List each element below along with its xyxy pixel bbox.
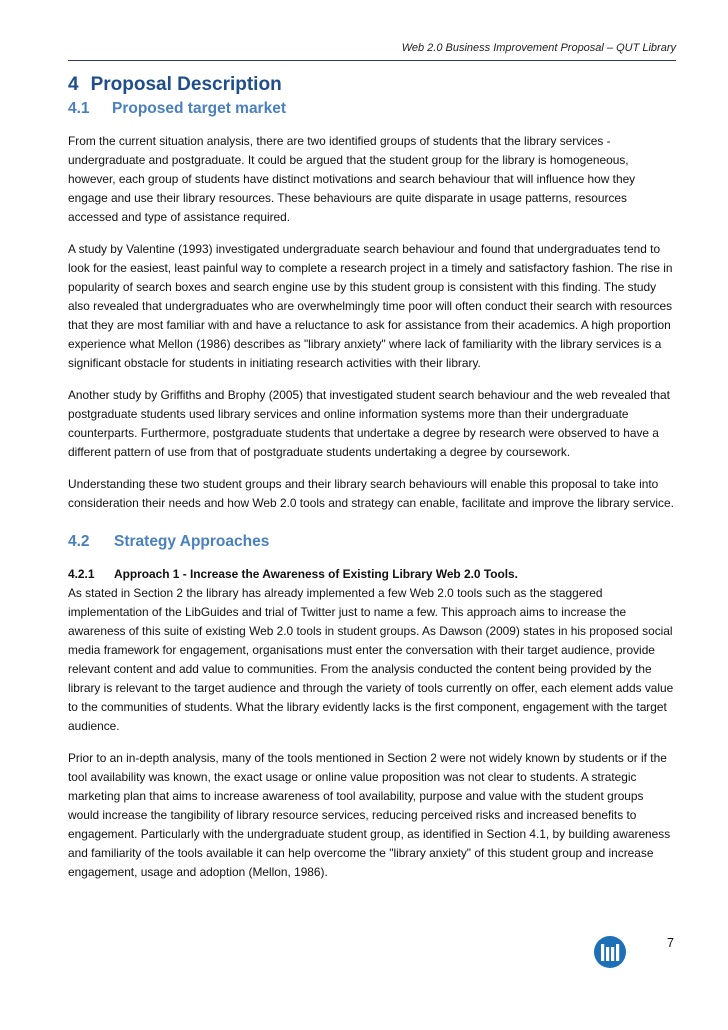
section-4-2-1-number: 4.2.1	[68, 567, 95, 581]
section-4-title: Proposal Description	[90, 74, 282, 95]
page-number: 7	[667, 936, 674, 950]
paragraph: A study by Valentine (1993) investigated undergraduate search behaviour and found that undergraduates tend to look for the easiest, least painful way to complete a research project in a timely and satisfactory fashion. The rise in popularity of search boxes and search engine use by this student group is consistent with this finding. The study also revealed that undergraduates who are overwhelmingly time poor will often conduct their search with resources that they are most familiar with and have a reluctance to ask for assistance from their academics. A high proportion experience what Mellon (1986) describes as "library anxiety" where lack of familiarity with the library services is a significant obstacle for students in initiating research activities with their library.	[68, 242, 673, 370]
paragraph: Another study by Griffiths and Brophy (2005) that investigated student search behaviour and the web revealed that postgraduate students used library services and online information systems more than their undergraduate counterparts. Furthermore, postgraduate students that undertake a degree by research were observed to have a different pattern of use from that of postgraduate students undertaking a degree by coursework.	[68, 388, 670, 459]
paragraph: Understanding these two student groups and their library search behaviours will enable this proposal to take into consideration their needs and how Web 2.0 tools and strategy can enable, facilitate and improve the library service.	[68, 477, 674, 510]
section-4-2-1-title: Approach 1 - Increase the Awareness of Existing Library Web 2.0 Tools.	[114, 567, 518, 581]
running-header-title: Web 2.0 Business Improvement Proposal – QUT Library	[401, 42, 676, 54]
section-4-heading	[68, 72, 676, 98]
paragraph: As stated in Section 2 the library has already implemented a few Web 2.0 tools such as the staggered implementation of the LibGuides and trial of Twitter just to name a few. This approach aims to increase the awareness of this suite of existing Web 2.0 tools in student groups. As Dawson (2009) states in his proposed social media framework for engagement, organisations must enter the conversation with their target audience, provide relevant content and add value to communities. From the analysis conducted the content being provided by the library is relevant to the target audience and through the variety of tools currently on offer, each element adds value to the communities of students. What the library evidently lacks is the first component, engagement with the target audience.	[68, 586, 674, 733]
section-4-1-heading	[68, 98, 676, 120]
section-4-2-number: 4.2	[68, 533, 90, 550]
section-4-number: 4	[68, 74, 79, 95]
running-header	[68, 42, 676, 61]
page-content	[68, 72, 676, 895]
paragraph: Prior to an in-depth analysis, many of the tools mentioned in Section 2 were not widely known by students or if the tool availability was known, the exact usage or online value proposition was not clear to students. A strategic marketing plan that aims to increase awareness of tool availability, purpose and value with the student groups would increase the tangibility of library resource services, reducing perceived risks and increased benefits to engagement. Particularly with the undergraduate student group, as identified in Section 4.1, by building awareness and familiarity of the tools available it can help overcome the "library anxiety" of this student group and increase engagement, usage and adoption (Mellon, 1986).	[68, 751, 671, 879]
section-4-1-title: Proposed target market	[112, 100, 286, 117]
section-4-2-heading	[68, 531, 676, 553]
qut-logo-icon	[593, 935, 627, 969]
section-4-2-1-heading	[68, 565, 676, 584]
section-4-2-title: Strategy Approaches	[114, 533, 270, 550]
section-4-1-number: 4.1	[68, 100, 90, 117]
paragraph: From the current situation analysis, there are two identified groups of students that the library services - undergraduate and postgraduate. It could be argued that the student group for the library is homogeneous, however, each group of students have distinct motivations and search behaviour that will influence how they engage and use their library resources. These behaviours are quite disparate in usage patterns, resources accessed and type of assistance required.	[68, 134, 636, 224]
